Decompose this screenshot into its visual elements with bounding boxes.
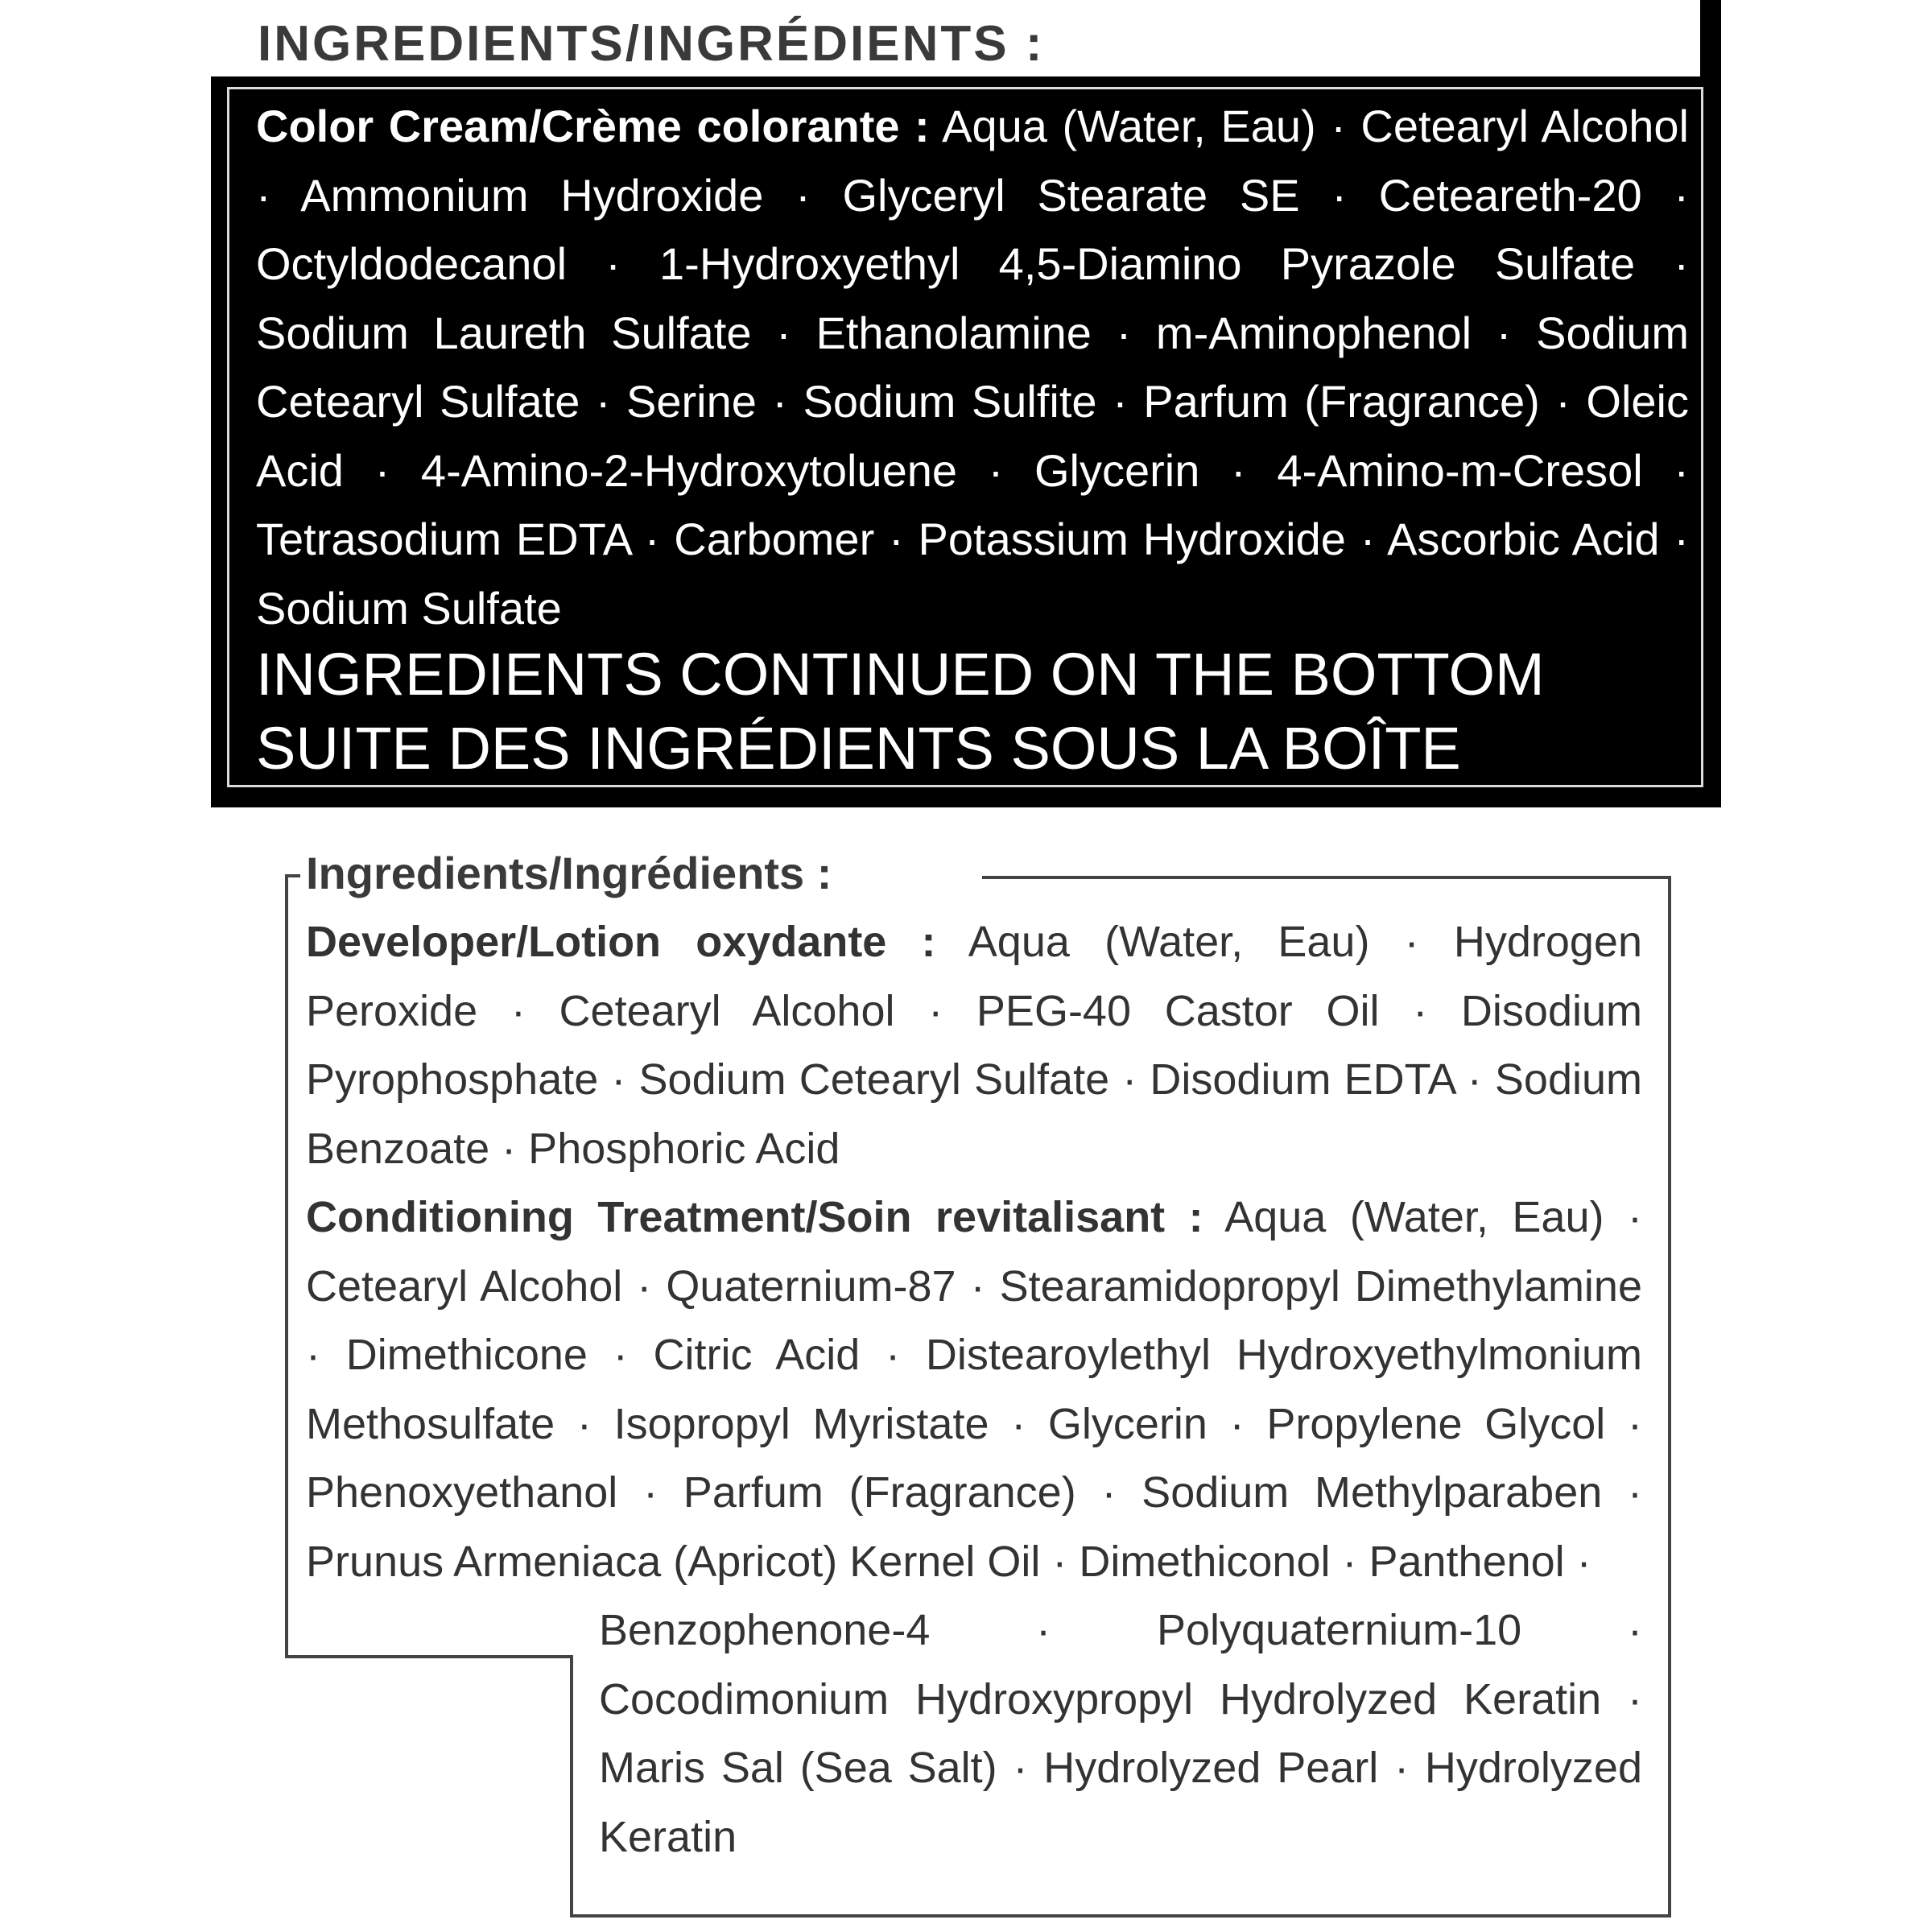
- top-header-title: INGREDIENTS/INGRÉDIENTS :: [258, 16, 1045, 72]
- conditioning-ingredients-continued: Benzophenone-4 · Polyquaternium-10 · Cocodimonium Hydroxypropyl Hydrolyzed Keratin · Maris Sal (Sea Salt) · Hydrolyzed Pearl · Hydrolyzed Keratin: [599, 1606, 1642, 1861]
- conditioning-ingredients: [306, 1183, 1642, 1596]
- conditioning-heading: Conditioning Treatment/Soin revitalisant :: [306, 1193, 1203, 1241]
- developer-list: Aqua (Water, Eau) · Hydrogen Peroxide · Cetearyl Alcohol · PEG-40 Castor Oil · Disodium Pyrophosphate · Sodium Cetearyl Sulfate · Disodium EDTA · Sodium Benzoate · Phosphoric Acid: [306, 918, 1642, 1173]
- bottom-label-title: Ingredients/Ingrédients :: [306, 848, 832, 898]
- conditioning-list: Aqua (Water, Eau) · Cetearyl Alcohol · Quaternium-87 · Stearamidopropyl Dimethylamine · Dimethicone · Citric Acid · Distearoylethyl Hydroxyethylmonium Methosulfate · Isopropyl Myristate · Glycerin · Propylene Glycol · Phenoxyethanol · Parfum (Fragrance) · Sodium Methylparaben · Prunus Armeniaca (Apricot) Kernel Oil · Dimethiconol · Panthenol ·: [306, 1193, 1642, 1586]
- color-cream-ingredients: [256, 92, 1689, 642]
- continued-notice-en: INGREDIENTS CONTINUED ON THE BOTTOM: [256, 641, 1545, 708]
- color-cream-list: Aqua (Water, Eau) · Cetearyl Alcohol · Ammonium Hydroxide · Glyceryl Stearate SE · Ceteareth-20 · Octyldodecanol · 1-Hydroxyethyl 4,5-Diamino Pyrazole Sulfate · Sodium Laureth Sulfate · Ethanolamine · m-Aminophenol · Sodium Cetearyl Sulfate · Serine · Sodium Sulfite · Parfum (Fragrance) · Oleic Acid · 4-Amino-2-Hydroxytoluene · Glycerin · 4-Amino-m-Cresol · Tetrasodium EDTA · Carbomer · Potassium Hydroxide · Ascorbic Acid · Sodium Sulfate: [256, 101, 1690, 634]
- color-cream-heading: Color Cream/Crème colorante :: [256, 101, 930, 151]
- developer-heading: Developer/Lotion oxydante :: [306, 918, 936, 966]
- developer-ingredients: [306, 908, 1642, 1183]
- top-header-band: [211, 0, 1700, 76]
- continued-notice: [256, 638, 1545, 786]
- color-cream-label-panel: [211, 0, 1721, 807]
- continued-notice-fr: SUITE DES INGRÉDIENTS SOUS LA BOÎTE: [256, 715, 1461, 782]
